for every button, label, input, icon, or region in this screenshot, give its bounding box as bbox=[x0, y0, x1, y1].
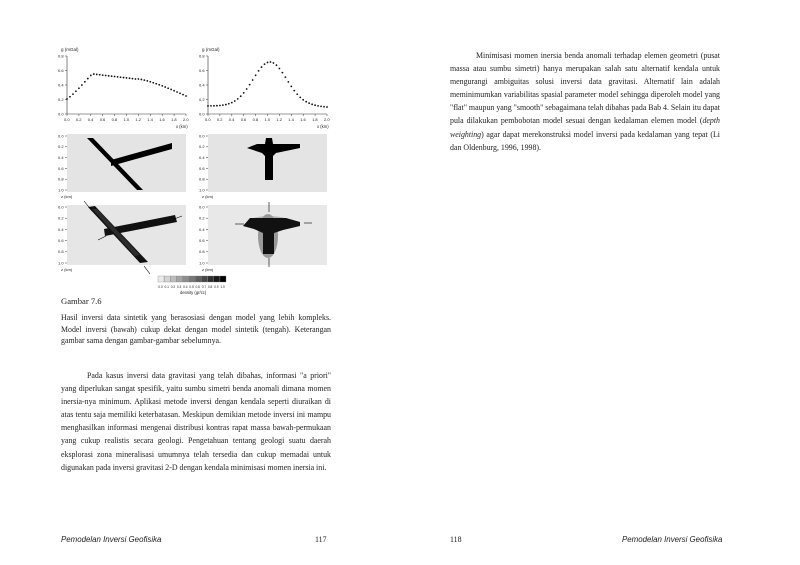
profile-right-xtick-label: 1.2 bbox=[276, 117, 282, 122]
profile-left-xtick-label: 1.6 bbox=[159, 117, 165, 122]
profile-right-point bbox=[284, 76, 286, 78]
profile-left-point bbox=[146, 80, 148, 82]
profile-left-point bbox=[140, 79, 142, 81]
colorbar-cell bbox=[177, 276, 183, 282]
inversion-right-ztick-label: 1.0 bbox=[199, 260, 205, 266]
profile-left-xtick-label: 0.0 bbox=[64, 117, 70, 122]
profile-left-point bbox=[126, 77, 128, 79]
profile-right-xtick-label: 1.6 bbox=[300, 117, 306, 122]
profile-left-point bbox=[135, 78, 137, 80]
colorbar-cell bbox=[158, 276, 164, 282]
profile-left-xtick-label: 2.0 bbox=[183, 117, 189, 122]
inversion-right-ztick-label: 0.2 bbox=[199, 215, 205, 221]
right-paragraph-italic: depth weighting bbox=[450, 116, 720, 139]
colorbar-tick-label: 0.8 bbox=[207, 285, 213, 289]
synthetic-right-ztick-label: 0.4 bbox=[199, 155, 205, 160]
profile-left-point bbox=[72, 93, 74, 95]
inversion-left-ztick-label: 1.0 bbox=[58, 260, 64, 266]
profile-left-point bbox=[176, 91, 178, 93]
profile-right-point bbox=[231, 102, 233, 104]
profile-left-xtick-label: 1.8 bbox=[171, 117, 177, 122]
left-paragraph-text: Pada kasus inversi data gravitasi yang telah dibahas, informasi "a priori" yang diperlukan sangat spesifik, yaitu sumbu simetri benda anomali dimana momen inersia-nya minimum. Aplikasi metode inversi dengan kendala seperti diuraikan di atas tentu saja memiliki keterbatasan. Meskipun demikian metode inversi ini mampu menghasilkan informasi mengenai distribusi kontras rapat massa bawah-permukaan yang cukup realistis secara geologi. Pengetahuan tentang geologi suatu daerah eksplorasi zona mineralisasi umumnya telah tersedia dan cukup memadai untuk digunakan pada inversi gravitasi 2-D dengan kendala minimisasi momen inersia ini. bbox=[61, 371, 331, 472]
synthetic-left-ztick-label: 0.0 bbox=[58, 133, 64, 139]
profile-left-point bbox=[120, 76, 122, 78]
colorbar-label: density (gr/cc) bbox=[180, 290, 207, 295]
synthetic-left-ztick-label: 0.8 bbox=[58, 176, 64, 182]
profile-right-xtick-label: 0.8 bbox=[252, 117, 259, 122]
colorbar-tick-label: 0.2 bbox=[170, 285, 176, 289]
profile-left-point bbox=[129, 77, 131, 79]
profile-left-xlabel: x (km) bbox=[176, 124, 188, 129]
synthetic-left-ztick-label: 1.0 bbox=[58, 187, 64, 193]
left-page-paragraph bbox=[61, 369, 331, 474]
profile-right-ylabel: g (mGal) bbox=[202, 47, 220, 52]
right-page-number: 118 bbox=[450, 535, 462, 544]
profile-right-xtick-label: 2.0 bbox=[324, 117, 330, 122]
profile-left-ytick-label: 0.0 bbox=[58, 111, 64, 117]
figure-caption-text: Hasil inversi data sintetik yang berasosiasi dengan model yang lebih kompleks. Model inversi (bawah) cukup dekat dengan model sintetik (tengah). Keterangan gambar sama dengan gambar-gambar sebelumnya. bbox=[61, 313, 331, 345]
profile-left-point bbox=[96, 74, 98, 76]
model-axis-label: z (km) bbox=[202, 194, 214, 199]
profile-left-point bbox=[123, 77, 125, 79]
profile-right-point bbox=[296, 93, 298, 95]
colorbar-cell bbox=[201, 276, 207, 282]
profile-right-point bbox=[305, 101, 307, 103]
profile-right-point bbox=[258, 70, 260, 72]
profile-left-ytick-label: 0.8 bbox=[58, 53, 64, 59]
colorbar-cell bbox=[195, 276, 201, 282]
profile-right-point bbox=[246, 88, 248, 90]
profile-right-ytick-label: 0.2 bbox=[199, 96, 205, 102]
profile-left-point bbox=[78, 87, 80, 89]
profile-right-point bbox=[311, 103, 313, 105]
profile-right-point bbox=[234, 100, 236, 102]
colorbar-tick-label: 0.9 bbox=[214, 285, 219, 289]
profile-right-point bbox=[281, 72, 283, 74]
profile-left-point bbox=[164, 86, 166, 88]
colorbar-tick-label: 0.7 bbox=[201, 285, 207, 289]
gravity-profile-left bbox=[58, 47, 189, 129]
synthetic-right-ztick-label: 0.8 bbox=[199, 176, 205, 182]
profile-right-point bbox=[264, 63, 266, 65]
profile-left-xtick-label: 0.8 bbox=[111, 117, 118, 122]
profile-right-point bbox=[290, 86, 292, 88]
colorbar-cell bbox=[214, 276, 220, 282]
synthetic-left-ztick-label: 0.4 bbox=[58, 155, 64, 160]
colorbar-tick-label: 1.0 bbox=[220, 285, 225, 289]
profile-left-ylabel: g (mGal) bbox=[61, 47, 79, 52]
synthetic-left-ztick-label: 0.6 bbox=[58, 165, 64, 171]
inversion-left-ztick-label: 0.6 bbox=[58, 238, 64, 243]
profile-left-point bbox=[152, 82, 154, 84]
colorbar-tick-label: 0.5 bbox=[189, 285, 194, 289]
profile-left-point bbox=[185, 95, 187, 97]
profile-left-point bbox=[84, 81, 86, 83]
profile-right-point bbox=[261, 66, 263, 68]
profile-right-point bbox=[225, 104, 227, 106]
profile-left-xtick-label: 0.2 bbox=[75, 117, 82, 122]
profile-left-point bbox=[179, 92, 181, 94]
right-footer-title: Pemodelan Inversi Geofisika bbox=[622, 535, 723, 544]
model-axis-label: z (km) bbox=[61, 267, 73, 272]
profile-right-point bbox=[323, 106, 325, 108]
profile-right-point bbox=[299, 96, 301, 98]
profile-right-point bbox=[228, 103, 230, 105]
profile-right-point bbox=[302, 99, 304, 101]
profile-left-point bbox=[173, 90, 175, 92]
profile-right-point bbox=[252, 79, 254, 81]
synthetic-right-ztick-label: 0.0 bbox=[199, 133, 205, 139]
profile-left-point bbox=[66, 98, 68, 100]
profile-left-xtick-label: 1.2 bbox=[135, 117, 141, 122]
inversion-left-ztick-label: 0.2 bbox=[58, 215, 64, 221]
model-axis-label: z (km) bbox=[202, 267, 214, 272]
right-paragraph-part1: Minimisasi momen inersia benda anomali terhadap elemen geometri (pusat massa atau sumbu simetri) hanya merupakan salah satu alternatif kendala untuk mengurangi ambiguitas solusi inversi data gravitasi. Alternatif lain adalah meminimumkan variabilitas spasial parameter model sehingga diperoleh model yang "flat" maupun yang "smooth" sebagaimana telah dibahas pada Bab 4. Selain itu dapat pula dilakukan pembobotan model sesuai dengan kedalaman elemen model ( bbox=[450, 51, 720, 126]
profile-left-ytick-label: 0.4 bbox=[58, 82, 64, 88]
profile-left-point bbox=[69, 96, 71, 98]
inversion-left-ztick-label: 0.4 bbox=[58, 226, 64, 232]
colorbar-tick-label: 0.6 bbox=[195, 285, 200, 289]
profile-right-xtick-label: 0.6 bbox=[240, 117, 247, 122]
profile-left-point bbox=[90, 75, 92, 77]
profile-left-xtick-label: 1.4 bbox=[147, 117, 153, 122]
profile-right-point bbox=[210, 105, 212, 107]
profile-left-point bbox=[155, 83, 157, 85]
right-page-paragraph bbox=[450, 49, 720, 154]
profile-right-point bbox=[273, 62, 275, 64]
profile-left-point bbox=[105, 75, 107, 77]
profile-right-ytick-label: 0.4 bbox=[199, 82, 205, 88]
left-page-number: 117 bbox=[315, 535, 327, 544]
profile-left-point bbox=[167, 87, 169, 89]
profile-right-point bbox=[249, 84, 251, 86]
colorbar-tick-label: 0.3 bbox=[176, 285, 182, 289]
profile-right-point bbox=[207, 105, 209, 107]
inversion-right-ztick-label: 0.8 bbox=[199, 249, 205, 255]
profile-right-point bbox=[326, 106, 328, 108]
profile-left-point bbox=[132, 78, 134, 80]
synthetic-right-ztick-label: 0.6 bbox=[199, 165, 205, 171]
colorbar-cell bbox=[208, 276, 214, 282]
inversion-model-left bbox=[58, 201, 186, 274]
profile-right-point bbox=[276, 64, 278, 66]
profile-left-point bbox=[170, 89, 172, 91]
colorbar-cell bbox=[164, 276, 170, 282]
profile-right-point bbox=[320, 105, 322, 107]
profile-right-xtick-label: 0.2 bbox=[216, 117, 223, 122]
profile-left-point bbox=[143, 79, 145, 81]
profile-left-point bbox=[99, 74, 101, 76]
profile-right-point bbox=[270, 61, 272, 63]
profile-right-xtick-label: 0.0 bbox=[205, 117, 211, 122]
profile-right-point bbox=[279, 68, 281, 70]
inversion-left-ztick-label: 0.0 bbox=[58, 204, 64, 210]
synthetic-left-ztick-label: 0.2 bbox=[58, 144, 64, 150]
profile-right-ytick-label: 0.6 bbox=[199, 67, 205, 73]
profile-right-point bbox=[287, 81, 289, 83]
inversion-right-ztick-label: 0.4 bbox=[199, 226, 205, 232]
profile-left-point bbox=[158, 84, 160, 86]
profile-left-point bbox=[114, 76, 116, 78]
profile-right-xtick-label: 1.0 bbox=[264, 117, 271, 122]
profile-right-xlabel: x (km) bbox=[317, 124, 329, 129]
colorbar-cell bbox=[220, 276, 226, 282]
right-paragraph-part2: ) agar dapat merekonstruksi model inversi pada kedalaman yang tepat (Li dan Oldenburg, 1996, 1998). bbox=[450, 129, 720, 152]
left-footer-title: Pemodelan Inversi Geofisika bbox=[61, 535, 162, 544]
profile-left-point bbox=[81, 84, 83, 86]
profile-left-xtick-label: 0.4 bbox=[87, 117, 94, 122]
profile-left-point bbox=[182, 94, 184, 96]
profile-left-xtick-label: 1.0 bbox=[123, 117, 130, 122]
density-colorbar bbox=[158, 276, 226, 295]
profile-right-ytick-label: 0.8 bbox=[199, 53, 205, 59]
profile-right-point bbox=[317, 105, 319, 107]
profile-left-point bbox=[93, 73, 95, 75]
profile-right-xtick-label: 1.4 bbox=[288, 117, 294, 122]
colorbar-tick-label: 0.0 bbox=[158, 285, 163, 289]
profile-left-point bbox=[75, 90, 77, 92]
profile-left-point bbox=[111, 75, 113, 77]
profile-left-point bbox=[87, 78, 89, 80]
profile-left-ytick-label: 0.2 bbox=[58, 96, 64, 102]
colorbar-cell bbox=[170, 276, 176, 282]
colorbar-cell bbox=[189, 276, 195, 282]
profile-right-point bbox=[255, 74, 257, 76]
profile-right-point bbox=[243, 92, 245, 94]
colorbar-cell bbox=[183, 276, 189, 282]
profile-left-ytick-label: 0.6 bbox=[58, 67, 64, 73]
profile-left-xtick-label: 0.6 bbox=[99, 117, 106, 122]
profile-right-ytick-label: 0.0 bbox=[199, 111, 205, 117]
synthetic-right-ztick-label: 1.0 bbox=[199, 187, 205, 193]
inversion-right-ztick-label: 0.0 bbox=[199, 204, 205, 210]
inversion-model-right bbox=[199, 202, 327, 272]
profile-right-point bbox=[308, 102, 310, 104]
profile-right-point bbox=[219, 105, 221, 107]
profile-right-point bbox=[293, 90, 295, 92]
profile-left-point bbox=[108, 75, 110, 77]
profile-left-point bbox=[117, 76, 119, 78]
gravity-profile-right bbox=[199, 47, 330, 129]
synthetic-model-right bbox=[199, 133, 327, 199]
colorbar-tick-label: 0.4 bbox=[183, 285, 188, 289]
profile-right-point bbox=[216, 105, 218, 107]
profile-right-point bbox=[237, 98, 239, 100]
figure-caption-label: Gambar 7.6 bbox=[61, 296, 102, 306]
profile-left-point bbox=[149, 81, 151, 83]
profile-left-point bbox=[102, 74, 104, 76]
synthetic-right-ztick-label: 0.2 bbox=[199, 144, 205, 150]
model-axis-label: z (km) bbox=[61, 194, 73, 199]
profile-right-point bbox=[213, 105, 215, 107]
inversion-right-ztick-label: 0.6 bbox=[199, 238, 205, 243]
profile-right-xtick-label: 1.8 bbox=[312, 117, 318, 122]
synthetic-model-left bbox=[58, 133, 186, 199]
profile-right-point bbox=[267, 62, 269, 64]
profile-right-xtick-label: 0.4 bbox=[228, 117, 235, 122]
profile-right-point bbox=[222, 104, 224, 106]
colorbar-tick-label: 0.1 bbox=[164, 285, 169, 289]
profile-right-point bbox=[240, 95, 242, 97]
profile-right-point bbox=[314, 104, 316, 106]
profile-left-point bbox=[161, 85, 163, 87]
inversion-left-ztick-label: 0.8 bbox=[58, 249, 64, 255]
profile-left-point bbox=[138, 78, 140, 80]
